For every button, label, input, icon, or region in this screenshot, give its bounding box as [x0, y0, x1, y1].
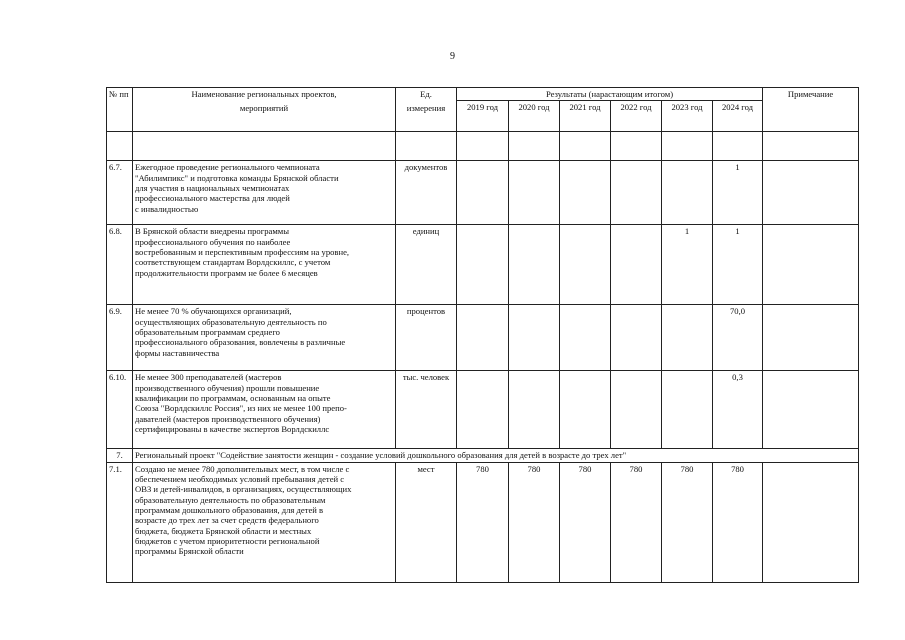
value-2022: 780: [611, 462, 662, 582]
header-unit-line2: измерения: [406, 103, 446, 114]
value-2019: 780: [457, 462, 509, 582]
row-name-line: профессионального мастерства для людей: [135, 193, 290, 204]
row-name-line: образовательную деятельность по образовательным: [135, 494, 326, 505]
header-results: Результаты (нарастающим итогом): [457, 88, 763, 101]
value-2022: [611, 305, 662, 371]
row-name-line: продолжительности программ не более 6 месяцев: [135, 267, 318, 278]
section-row: [107, 449, 859, 462]
header-year-2021: 2021 год: [560, 101, 611, 132]
row-name-line: Создано не менее 780 дополнительных мест, в том числе с: [135, 463, 350, 474]
table-row: [107, 371, 859, 449]
row-number: 6.7.: [107, 161, 133, 225]
row-note: [763, 305, 859, 371]
value-2019: [457, 161, 509, 225]
header-year-2024: 2024 год: [713, 101, 763, 132]
row-name-line: Не менее 70 % обучающихся организаций,: [135, 306, 292, 317]
value-2023: [662, 305, 713, 371]
value-2022: [611, 371, 662, 449]
section-number: 7.: [107, 449, 133, 462]
row-name: [133, 462, 396, 582]
value-2021: [560, 161, 611, 225]
value-2024: 70,0: [713, 305, 763, 371]
header-year-2019: 2019 год: [457, 101, 509, 132]
value-2024: 1: [713, 161, 763, 225]
row-number: 7.1.: [107, 462, 133, 582]
header-name-line1: Наименование региональных проектов,: [191, 89, 337, 99]
row-name-line: обеспечением необходимых условий пребывания детей с: [135, 473, 345, 484]
row-name-line: формы наставничества: [135, 347, 220, 358]
header-row-1: [107, 88, 859, 101]
row-unit: мест: [396, 462, 457, 582]
row-number: 6.8.: [107, 225, 133, 305]
row-name-line: квалификации по программам, основанным на опыте: [135, 392, 331, 403]
header-note: Примечание: [763, 88, 859, 132]
table-row: [107, 161, 859, 225]
row-name-line: производственного обучения) прошли повышение: [135, 382, 320, 393]
row-name-line: с инвалидностью: [135, 203, 199, 214]
value-2024: 0,3: [713, 371, 763, 449]
row-unit: документов: [396, 161, 457, 225]
row-name-line: бюджета, бюджета Брянской области и местных: [135, 525, 312, 536]
row-unit: процентов: [396, 305, 457, 371]
value-2022: [611, 161, 662, 225]
table-row: [107, 225, 859, 305]
value-2021: [560, 305, 611, 371]
header-num: № пп: [107, 88, 133, 132]
row-name-line: Союза "Ворлдскиллс Россия", из них не менее 100 препо-: [135, 403, 347, 414]
value-2019: [457, 305, 509, 371]
row-note: [763, 462, 859, 582]
row-name-line: давателей (мастеров производственного обучения): [135, 413, 321, 424]
row-name: [133, 371, 396, 449]
row-name-line: Ежегодное проведение регионального чемпионата: [135, 162, 320, 173]
row-name-line: для участия в национальных чемпионатах: [135, 182, 290, 193]
header-year-2020: 2020 год: [509, 101, 560, 132]
row-name-line: профессионального обучения по наиболее: [135, 236, 291, 247]
value-2021: [560, 225, 611, 305]
row-note: [763, 225, 859, 305]
header-year-2023: 2023 год: [662, 101, 713, 132]
section-title: Региональный проект "Содействие занятости женщин - создание условий дошкольного образования для детей в возрасте до трех лет": [133, 449, 859, 462]
results-table: [106, 87, 859, 583]
row-number: 6.10.: [107, 371, 133, 449]
row-name-line: бюджетов с учетом приоритетности региональной: [135, 535, 320, 546]
value-2020: [509, 371, 560, 449]
page-number: 9: [450, 51, 455, 62]
row-name: [133, 305, 396, 371]
row-unit: единиц: [396, 225, 457, 305]
value-2023: [662, 371, 713, 449]
header-name-line2: мероприятий: [239, 103, 289, 114]
value-2020: 780: [509, 462, 560, 582]
value-2023: [662, 161, 713, 225]
header-name: [133, 88, 396, 132]
value-2019: [457, 225, 509, 305]
value-2024: 780: [713, 462, 763, 582]
row-name-line: В Брянской области внедрены программы: [135, 226, 289, 237]
row-note: [763, 371, 859, 449]
value-2020: [509, 225, 560, 305]
value-2021: [560, 371, 611, 449]
row-name-line: востребованным и перспективным профессиям на уровне,: [135, 246, 350, 257]
row-number: 6.9.: [107, 305, 133, 371]
row-name: [133, 225, 396, 305]
row-name-line: программам дошкольного образования, для детей в: [135, 504, 324, 515]
row-name: [133, 161, 396, 225]
header-year-2022: 2022 год: [611, 101, 662, 132]
value-2020: [509, 305, 560, 371]
row-name-line: образовательным программам среднего: [135, 326, 280, 337]
value-2022: [611, 225, 662, 305]
row-name-line: Не менее 300 преподавателей (мастеров: [135, 372, 282, 383]
row-name-line: профессионального образования, вовлечены в различные: [135, 337, 346, 348]
row-name-line: соответствующем стандартам Ворлдскиллс, с учетом: [135, 257, 331, 268]
row-note: [763, 161, 859, 225]
value-2020: [509, 161, 560, 225]
row-name-line: осуществляющих образовательную деятельность по: [135, 316, 327, 327]
row-unit: тыс. человек: [396, 371, 457, 449]
value-2023: 1: [662, 225, 713, 305]
row-name-line: сертифицированы в качестве экспертов Ворлдскиллс: [135, 423, 330, 434]
row-name-line: возрасте до трех лет за счет средств федерального: [135, 515, 319, 526]
row-name-line: программы Брянской области: [135, 546, 244, 557]
header-unit-line1: Ед.: [420, 89, 432, 99]
value-2023: 780: [662, 462, 713, 582]
row-name-line: "Абилимпикс" и подготовка команды Брянской области: [135, 172, 339, 183]
spacer-row: [107, 132, 859, 161]
value-2019: [457, 371, 509, 449]
header-unit: [396, 88, 457, 132]
table-row: [107, 462, 859, 582]
value-2024: 1: [713, 225, 763, 305]
value-2021: 780: [560, 462, 611, 582]
row-name-line: ОВЗ и детей-инвалидов, в организациях, осуществляющих: [135, 484, 352, 495]
table-row: [107, 305, 859, 371]
